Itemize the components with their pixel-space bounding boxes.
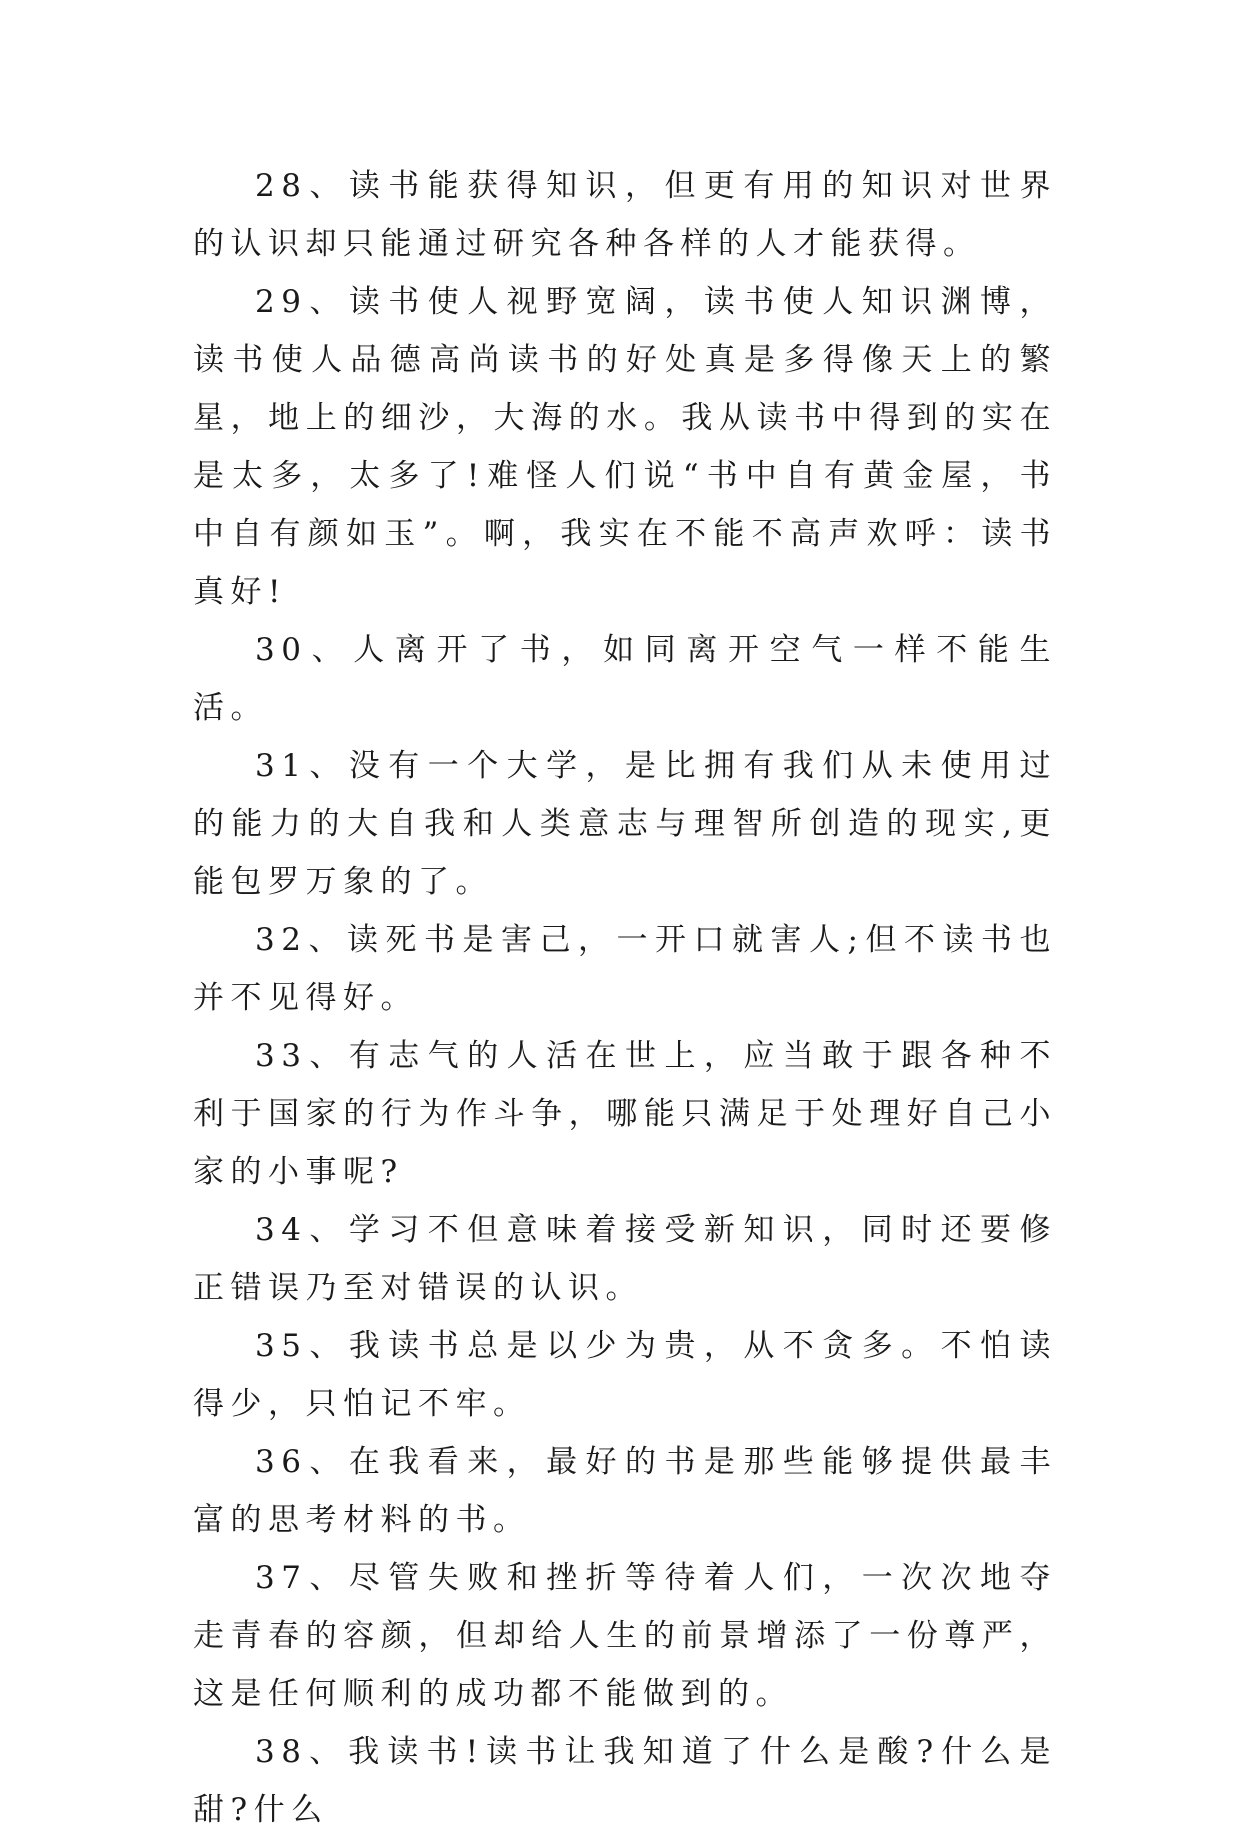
paragraph-28: 28、读书能获得知识，但更有用的知识对世界的认识却只能通过研究各种各样的人才能获得。 [193,168,1057,262]
document-body [193,157,1057,1839]
paragraph-36: 36、在我看来，最好的书是那些能够提供最丰富的思考材料的书。 [193,1444,1057,1538]
paragraph-32: 32、读死书是害己，一开口就害人;但不读书也并不见得好。 [193,922,1057,1016]
paragraph-29: 29、读书使人视野宽阔，读书使人知识渊博，读书使人品德高尚读书的好处真是多得像天上的繁星，地上的细沙，大海的水。我从读书中得到的实在是太多，太多了!难怪人们说“书中自有黄金屋，书中自有颜如玉”。啊，我实在不能不高声欢呼：读书真好! [193,284,1057,610]
paragraph-31: 31、没有一个大学，是比拥有我们从未使用过的能力的大自我和人类意志与理智所创造的现实,更能包罗万象的了。 [193,748,1057,900]
paragraph-38: 38、我读书!读书让我知道了什么是酸?什么是甜?什么 [193,1734,1057,1828]
paragraph-35: 35、我读书总是以少为贵，从不贪多。不怕读得少，只怕记不牢。 [193,1328,1057,1422]
paragraph-30: 30、人离开了书，如同离开空气一样不能生活。 [193,632,1057,726]
paragraph-33: 33、有志气的人活在世上，应当敢于跟各种不利于国家的行为作斗争，哪能只满足于处理好自己小家的小事呢? [193,1038,1057,1190]
paragraph-34: 34、学习不但意味着接受新知识，同时还要修正错误乃至对错误的认识。 [193,1212,1057,1306]
paragraph-37: 37、尽管失败和挫折等待着人们，一次次地夺走青春的容颜，但却给人生的前景增添了一份尊严，这是任何顺利的成功都不能做到的。 [193,1560,1057,1712]
